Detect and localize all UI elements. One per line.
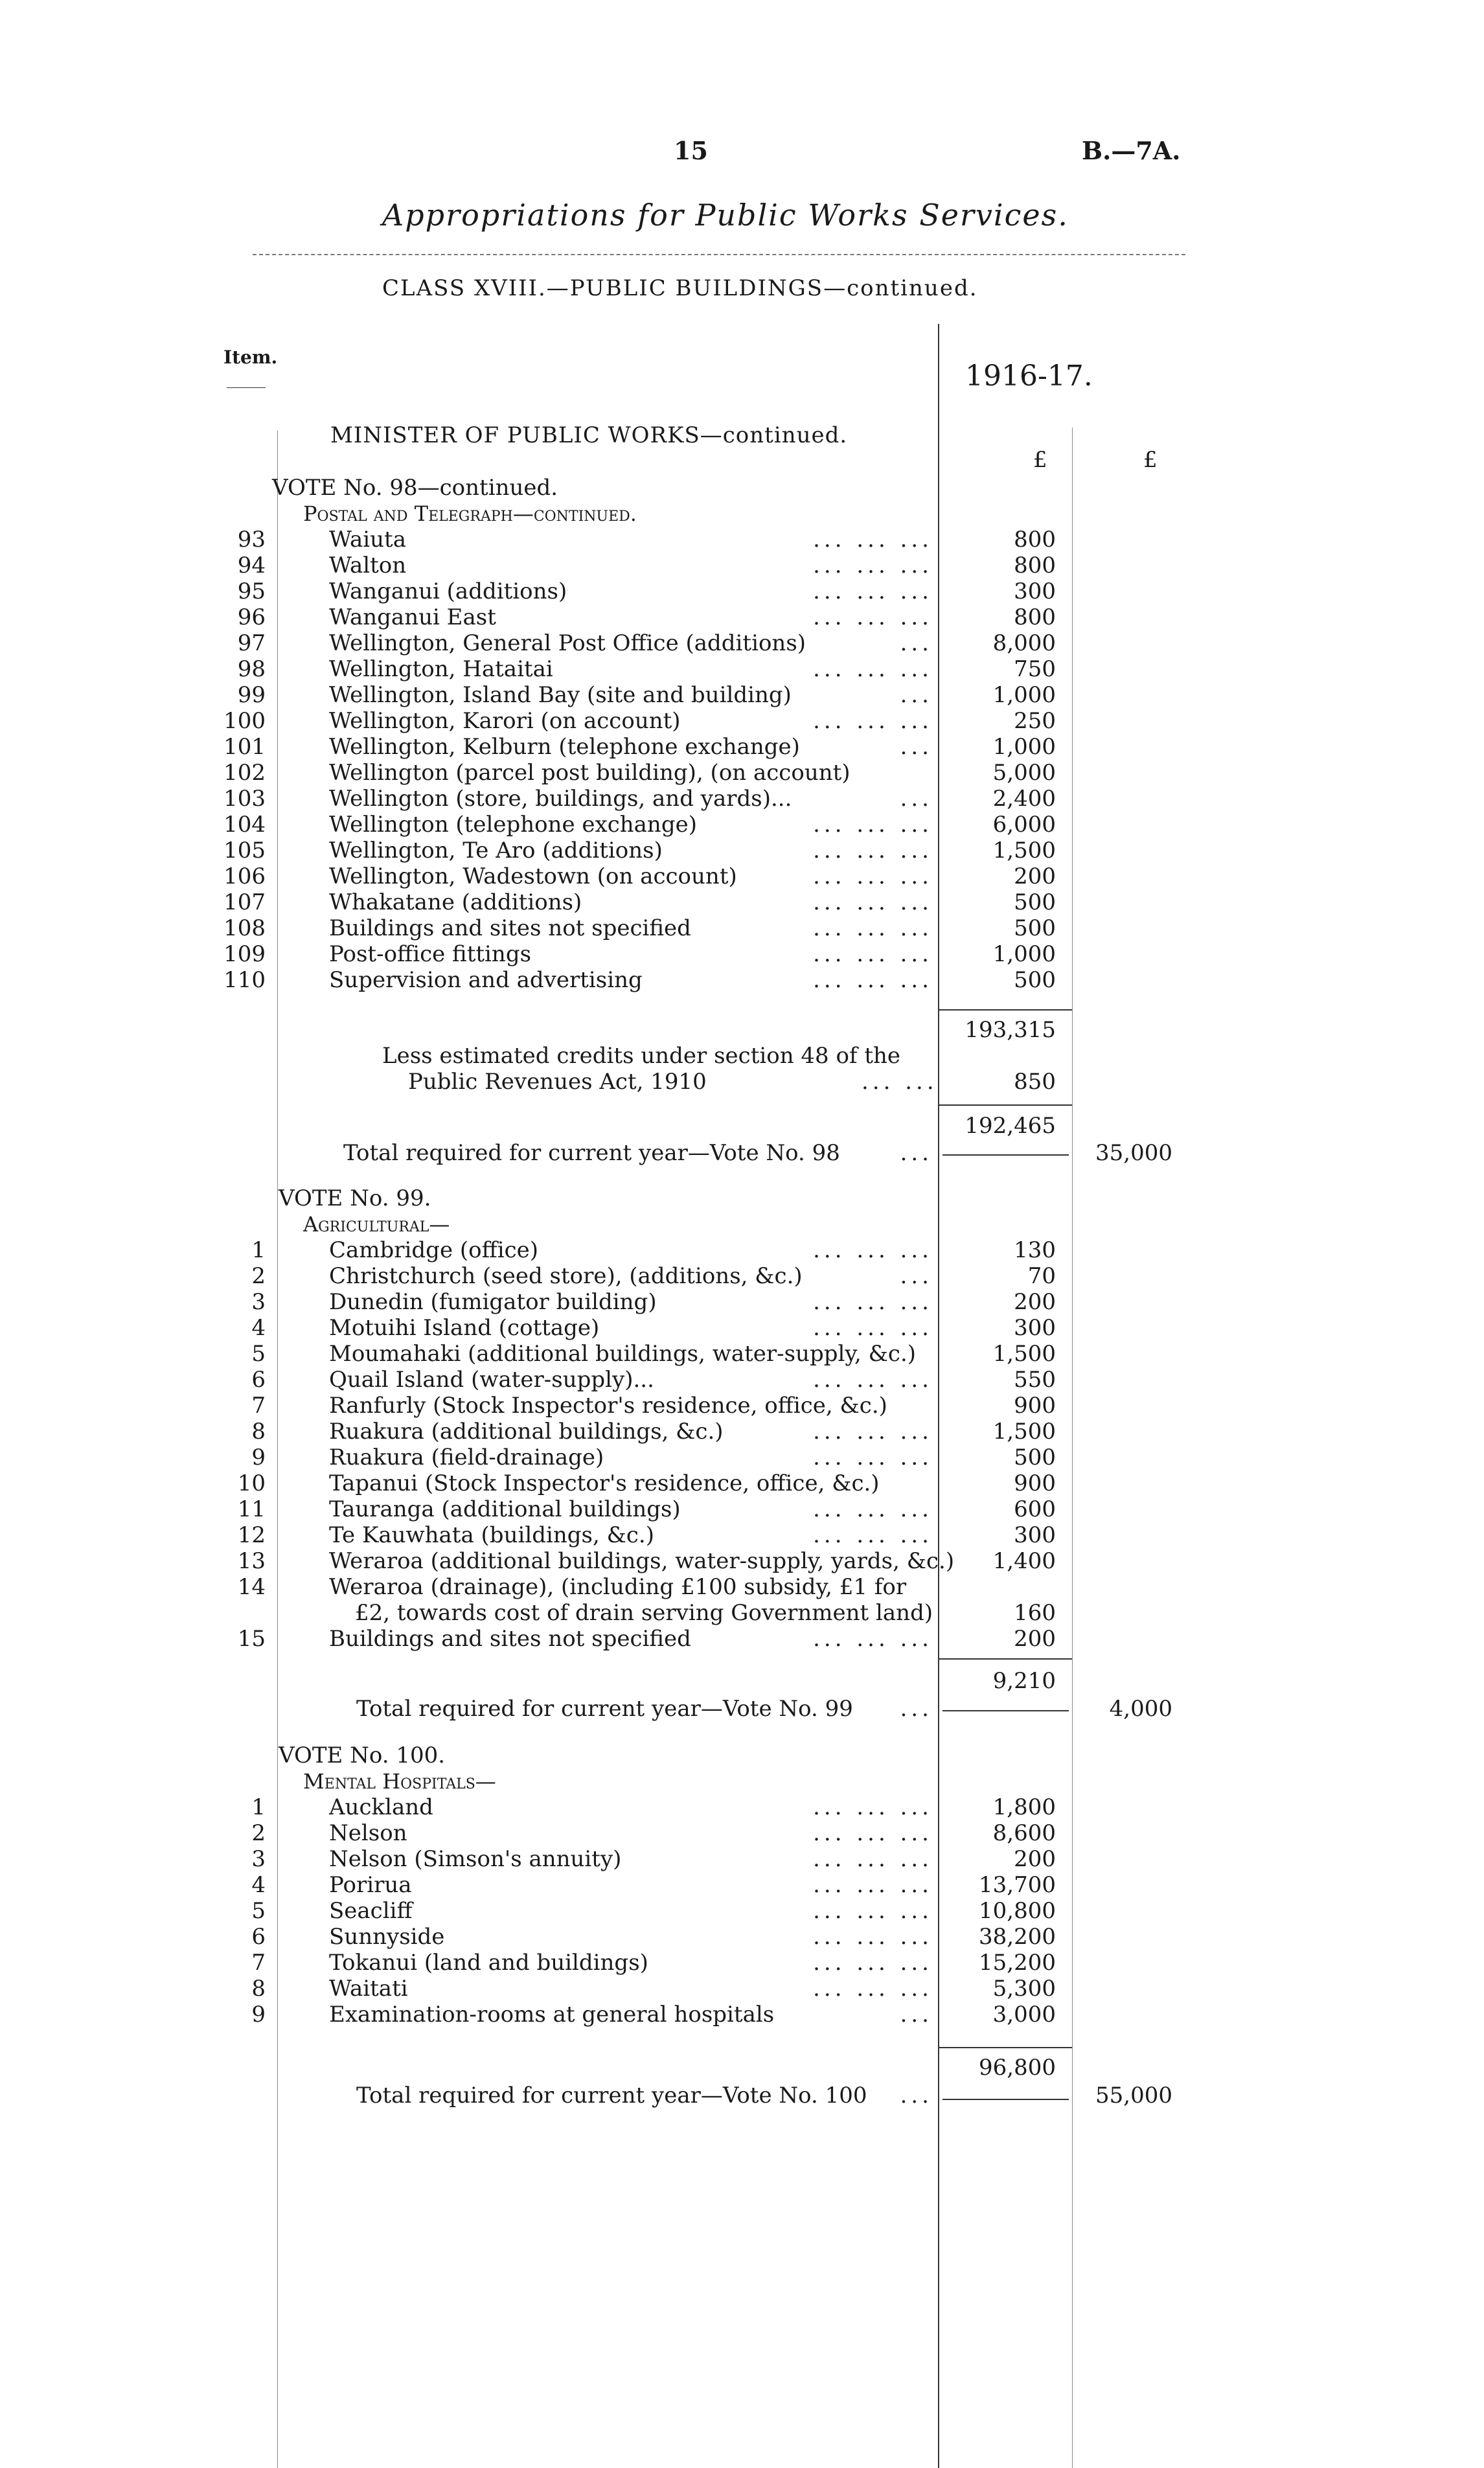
leader-dots: ... ... ... xyxy=(813,1367,933,1393)
table-row xyxy=(0,604,1484,630)
item-description: Wellington, Island Bay (site and building) xyxy=(329,682,792,708)
table-row xyxy=(0,1846,1484,1872)
item-description: Motuihi Island (cottage) xyxy=(329,1315,600,1341)
table-row xyxy=(0,527,1484,553)
item-number: 95 xyxy=(237,578,266,604)
item-amount: 300 xyxy=(1014,1315,1056,1341)
item-number: 8 xyxy=(251,1976,266,2002)
item-amount: 250 xyxy=(1014,708,1056,734)
item-amount: 500 xyxy=(1014,967,1056,993)
table-row xyxy=(0,1522,1484,1548)
item-number: 110 xyxy=(223,967,266,993)
vote100-subtotal-rule xyxy=(939,2047,1072,2048)
item-description: Wellington (telephone exchange) xyxy=(329,812,697,838)
item-number: 6 xyxy=(251,1367,266,1393)
item-amount: 200 xyxy=(1014,1626,1056,1652)
item-number: 8 xyxy=(251,1419,266,1445)
item-number: 6 xyxy=(251,1924,266,1950)
vote99-subheading: Agricultural— xyxy=(303,1212,450,1237)
item-description: Wellington, Te Aro (additions) xyxy=(329,838,663,863)
leader-dots: ... xyxy=(900,2083,933,2108)
item-number: 4 xyxy=(251,1315,266,1341)
item-amount: 1,000 xyxy=(992,682,1056,708)
item-description: Wellington, Karori (on account) xyxy=(329,708,681,734)
class-heading: CLASS XVIII.—PUBLIC BUILDINGS—continued. xyxy=(382,275,978,301)
leader-dots: ... ... ... xyxy=(813,967,933,993)
table-row xyxy=(0,1626,1484,1652)
vote98-subheading: Postal and Telegraph—continued. xyxy=(303,501,637,526)
table-row xyxy=(0,1289,1484,1315)
title-rule xyxy=(253,254,1185,255)
vote98-less-line2: Public Revenues Act, 1910 xyxy=(408,1069,707,1095)
vote100-total: 55,000 xyxy=(1095,2083,1172,2108)
leader-dots: ... ... ... xyxy=(813,1289,933,1315)
item-amount: 600 xyxy=(1014,1496,1056,1522)
table-row xyxy=(0,1872,1484,1898)
item-number: 4 xyxy=(251,1872,266,1898)
leader-dots: ... ... ... xyxy=(813,1820,933,1846)
item-description: Wanganui (additions) xyxy=(329,578,567,604)
table-row xyxy=(0,734,1484,760)
item-amount: 1,400 xyxy=(992,1548,1056,1574)
table-row xyxy=(0,786,1484,812)
item-amount: 13,700 xyxy=(979,1872,1056,1898)
leader-dots: ... ... ... xyxy=(813,1496,933,1522)
item-amount: 300 xyxy=(1014,578,1056,604)
leader-dots: ... xyxy=(900,1263,933,1289)
item-description: Tokanui (land and buildings) xyxy=(329,1950,648,1976)
item-description: Ruakura (additional buildings, &c.) xyxy=(329,1419,724,1445)
leader-dots: ... ... ... xyxy=(813,527,933,553)
item-amount: 160 xyxy=(1014,1600,1056,1626)
leader-dots: ... ... ... xyxy=(813,1846,933,1872)
item-amount: 10,800 xyxy=(979,1898,1056,1924)
leader-dots: ... xyxy=(900,630,933,656)
table-row xyxy=(0,1445,1484,1470)
item-amount: 2,400 xyxy=(992,786,1056,812)
table-row xyxy=(0,760,1484,786)
leader-dots: ... ... ... xyxy=(813,915,933,941)
table-row xyxy=(0,1976,1484,2002)
table-row xyxy=(0,708,1484,734)
item-column-header: Item. xyxy=(223,347,278,368)
item-amount: 1,000 xyxy=(992,941,1056,967)
table-row-continuation xyxy=(0,1600,1484,1626)
minister-heading: MINISTER OF PUBLIC WORKS—continued. xyxy=(330,422,848,448)
vote98-less-amount: 850 xyxy=(1014,1069,1056,1095)
vote98-subtotal: 193,315 xyxy=(965,1017,1056,1043)
page-number: 15 xyxy=(674,136,708,165)
item-amount: 6,000 xyxy=(992,812,1056,838)
leader-dots: ... ... ... xyxy=(813,941,933,967)
item-description-continued: £2, towards cost of drain serving Government land) xyxy=(355,1600,933,1626)
item-amount: 5,000 xyxy=(992,760,1056,786)
table-row xyxy=(0,941,1484,967)
item-description: Nelson xyxy=(329,1820,407,1846)
table-row xyxy=(0,2002,1484,2028)
item-description: Christchurch (seed store), (additions, &c.) xyxy=(329,1263,803,1289)
item-amount: 15,200 xyxy=(979,1950,1056,1976)
item-description: Moumahaki (additional buildings, water-supply, &c.) xyxy=(329,1341,917,1367)
item-number: 11 xyxy=(237,1496,266,1522)
item-number: 101 xyxy=(223,734,266,760)
item-amount: 1,500 xyxy=(992,1341,1056,1367)
item-amount: 200 xyxy=(1014,863,1056,889)
leader-dots: ... xyxy=(900,786,933,812)
item-number: 10 xyxy=(237,1470,266,1496)
item-description: Buildings and sites not specified xyxy=(329,915,691,941)
item-amount: 38,200 xyxy=(979,1924,1056,1950)
item-description: Walton xyxy=(329,553,407,578)
item-number: 96 xyxy=(237,604,266,630)
item-number: 12 xyxy=(237,1522,266,1548)
item-amount: 200 xyxy=(1014,1289,1056,1315)
item-number: 103 xyxy=(223,786,266,812)
item-description: Tauranga (additional buildings) xyxy=(329,1496,681,1522)
table-row xyxy=(0,967,1484,993)
item-description: Seacliff xyxy=(329,1898,413,1924)
pound-column-2: £ xyxy=(1143,447,1158,473)
item-amount: 8,000 xyxy=(992,630,1056,656)
leader-dots: ... ... ... xyxy=(813,1419,933,1445)
table-row xyxy=(0,838,1484,863)
item-description: Sunnyside xyxy=(329,1924,445,1950)
vote99-total-rule xyxy=(942,1710,1069,1711)
leader-dots: ... ... xyxy=(862,1069,938,1095)
item-number: 106 xyxy=(223,863,266,889)
table-row xyxy=(0,630,1484,656)
item-description: Nelson (Simson's annuity) xyxy=(329,1846,622,1872)
item-number: 15 xyxy=(237,1626,266,1652)
item-description: Waitati xyxy=(329,1976,408,2002)
item-description: Wellington, Kelburn (telephone exchange) xyxy=(329,734,800,760)
table-row xyxy=(0,682,1484,708)
leader-dots: ... xyxy=(900,1696,933,1722)
item-amount: 500 xyxy=(1014,915,1056,941)
item-description: Buildings and sites not specified xyxy=(329,1626,691,1652)
item-number: 104 xyxy=(223,812,266,838)
item-amount: 3,000 xyxy=(992,2002,1056,2028)
table-row xyxy=(0,1470,1484,1496)
item-description: Tapanui (Stock Inspector's residence, office, &c.) xyxy=(329,1470,880,1496)
vote99-subtotal: 9,210 xyxy=(992,1668,1056,1694)
table-row xyxy=(0,1367,1484,1393)
leader-dots: ... ... ... xyxy=(813,812,933,838)
item-amount: 200 xyxy=(1014,1846,1056,1872)
item-description: Ruakura (field-drainage) xyxy=(329,1445,604,1470)
item-number: 102 xyxy=(223,760,266,786)
item-number: 97 xyxy=(237,630,266,656)
item-amount: 500 xyxy=(1014,889,1056,915)
vote100-heading: VOTE No. 100. xyxy=(279,1742,446,1768)
leader-dots: ... ... ... xyxy=(813,1315,933,1341)
item-description: Wanganui East xyxy=(329,604,496,630)
vote98-net-rule xyxy=(939,1104,1072,1106)
item-number: 3 xyxy=(251,1289,266,1315)
item-description: Examination-rooms at general hospitals xyxy=(329,2002,775,2028)
table-row xyxy=(0,1341,1484,1367)
leader-dots: ... xyxy=(900,682,933,708)
vote99-total: 4,000 xyxy=(1109,1696,1172,1722)
leader-dots: ... ... ... xyxy=(813,708,933,734)
item-description: Whakatane (additions) xyxy=(329,889,582,915)
item-description: Quail Island (water-supply)... xyxy=(329,1367,654,1393)
vote98-subtotal-rule xyxy=(939,1009,1072,1011)
item-amount: 1,000 xyxy=(992,734,1056,760)
table-row xyxy=(0,1924,1484,1950)
item-amount: 300 xyxy=(1014,1522,1056,1548)
table-row xyxy=(0,1496,1484,1522)
item-number: 3 xyxy=(251,1846,266,1872)
item-description: Porirua xyxy=(329,1872,412,1898)
vote98-total-rule xyxy=(942,1154,1069,1156)
vote98-net: 192,465 xyxy=(965,1113,1056,1139)
item-amount: 70 xyxy=(1027,1263,1056,1289)
table-row xyxy=(0,863,1484,889)
item-description: Cambridge (office) xyxy=(329,1237,539,1263)
leader-dots: ... ... ... xyxy=(813,1950,933,1976)
table-row xyxy=(0,1898,1484,1924)
leader-dots: ... xyxy=(900,734,933,760)
item-header-underline xyxy=(227,387,266,388)
item-number: 5 xyxy=(251,1341,266,1367)
vote98-less-line1: Less estimated credits under section 48 of the xyxy=(382,1043,901,1069)
table-row xyxy=(0,1419,1484,1445)
table-row xyxy=(0,915,1484,941)
document-reference: B.—7A. xyxy=(1082,136,1181,165)
item-amount: 5,300 xyxy=(992,1976,1056,2002)
item-number: 100 xyxy=(223,708,266,734)
vote100-subheading: Mental Hospitals— xyxy=(303,1769,496,1794)
item-amount: 800 xyxy=(1014,604,1056,630)
item-number: 9 xyxy=(251,1445,266,1470)
leader-dots: ... ... ... xyxy=(813,1976,933,2002)
leader-dots: ... ... ... xyxy=(813,1872,933,1898)
vote98-total: 35,000 xyxy=(1095,1140,1172,1166)
leader-dots: ... ... ... xyxy=(813,553,933,578)
item-amount: 8,600 xyxy=(992,1820,1056,1846)
item-amount: 750 xyxy=(1014,656,1056,682)
item-number: 7 xyxy=(251,1393,266,1419)
leader-dots: ... ... ... xyxy=(813,863,933,889)
item-number: 1 xyxy=(251,1237,266,1263)
item-number: 105 xyxy=(223,838,266,863)
item-description: Ranfurly (Stock Inspector's residence, office, &c.) xyxy=(329,1393,887,1419)
item-number: 99 xyxy=(237,682,266,708)
pound-column-1: £ xyxy=(1033,447,1047,473)
leader-dots: ... xyxy=(900,1140,933,1166)
table-row xyxy=(0,1794,1484,1820)
item-description: Auckland xyxy=(329,1794,433,1820)
item-amount: 800 xyxy=(1014,553,1056,578)
vote100-subtotal: 96,800 xyxy=(979,2055,1056,2081)
item-number: 98 xyxy=(237,656,266,682)
item-number: 2 xyxy=(251,1820,266,1846)
table-row xyxy=(0,553,1484,578)
item-number: 109 xyxy=(223,941,266,967)
item-description: Te Kauwhata (buildings, &c.) xyxy=(329,1522,654,1548)
table-row xyxy=(0,1548,1484,1574)
item-number: 7 xyxy=(251,1950,266,1976)
item-amount: 1,500 xyxy=(992,1419,1056,1445)
item-number: 14 xyxy=(237,1574,266,1600)
item-description: Dunedin (fumigator building) xyxy=(329,1289,657,1315)
leader-dots: ... ... ... xyxy=(813,604,933,630)
vote100-total-label: Total required for current year—Vote No. 100 xyxy=(356,2083,867,2108)
table-row xyxy=(0,578,1484,604)
leader-dots: ... ... ... xyxy=(813,1237,933,1263)
item-number: 108 xyxy=(223,915,266,941)
item-description: Waiuta xyxy=(329,527,406,553)
table-row xyxy=(0,656,1484,682)
item-description: Supervision and advertising xyxy=(329,967,643,993)
page-title: Appropriations for Public Works Services. xyxy=(382,198,1069,233)
vote99-heading: VOTE No. 99. xyxy=(279,1185,431,1211)
table-row xyxy=(0,1315,1484,1341)
leader-dots: ... ... ... xyxy=(813,1924,933,1950)
table-row xyxy=(0,1574,1484,1600)
item-description: Post-office fittings xyxy=(329,941,532,967)
leader-dots: ... ... ... xyxy=(813,1898,933,1924)
item-amount: 900 xyxy=(1014,1393,1056,1419)
leader-dots: ... ... ... xyxy=(813,1522,933,1548)
table-row xyxy=(0,1393,1484,1419)
table-row xyxy=(0,1263,1484,1289)
vote100-total-rule xyxy=(942,2099,1069,2100)
item-description: Weraroa (drainage), (including £100 subsidy, £1 for xyxy=(329,1574,907,1600)
item-amount: 1,800 xyxy=(992,1794,1056,1820)
item-number: 93 xyxy=(237,527,266,553)
item-number: 107 xyxy=(223,889,266,915)
leader-dots: ... ... ... xyxy=(813,1445,933,1470)
leader-dots: ... ... ... xyxy=(813,578,933,604)
vote98-heading: VOTE No. 98—continued. xyxy=(272,475,558,501)
item-number: 9 xyxy=(251,2002,266,2028)
leader-dots: ... ... ... xyxy=(813,1794,933,1820)
vote99-subtotal-rule xyxy=(939,1658,1072,1660)
item-description: Wellington, Hataitai xyxy=(329,656,553,682)
item-description: Wellington, General Post Office (additions) xyxy=(329,630,806,656)
leader-dots: ... ... ... xyxy=(813,1626,933,1652)
item-amount: 900 xyxy=(1014,1470,1056,1496)
item-number: 13 xyxy=(237,1548,266,1574)
item-number: 5 xyxy=(251,1898,266,1924)
item-description: Weraroa (additional buildings, water-supply, yards, &c.) xyxy=(329,1548,955,1574)
table-row xyxy=(0,1950,1484,1976)
item-amount: 500 xyxy=(1014,1445,1056,1470)
leader-dots: ... ... ... xyxy=(813,656,933,682)
year-column-header: 1916-17. xyxy=(965,360,1093,393)
table-row xyxy=(0,1237,1484,1263)
leader-dots: ... ... ... xyxy=(813,889,933,915)
table-row xyxy=(0,1820,1484,1846)
leader-dots: ... ... ... xyxy=(813,838,933,863)
item-description: Wellington (store, buildings, and yards)... xyxy=(329,786,792,812)
vote98-total-label: Total required for current year—Vote No. 98 xyxy=(343,1140,840,1166)
item-description: Wellington (parcel post building), (on account) xyxy=(329,760,850,786)
item-amount: 1,500 xyxy=(992,838,1056,863)
item-amount: 800 xyxy=(1014,527,1056,553)
table-row xyxy=(0,889,1484,915)
item-description: Wellington, Wadestown (on account) xyxy=(329,863,737,889)
leader-dots: ... xyxy=(900,2002,933,2028)
item-amount: 550 xyxy=(1014,1367,1056,1393)
item-number: 1 xyxy=(251,1794,266,1820)
vote99-total-label: Total required for current year—Vote No. 99 xyxy=(356,1696,853,1722)
item-number: 2 xyxy=(251,1263,266,1289)
item-amount: 130 xyxy=(1014,1237,1056,1263)
item-number: 94 xyxy=(237,553,266,578)
table-row xyxy=(0,812,1484,838)
